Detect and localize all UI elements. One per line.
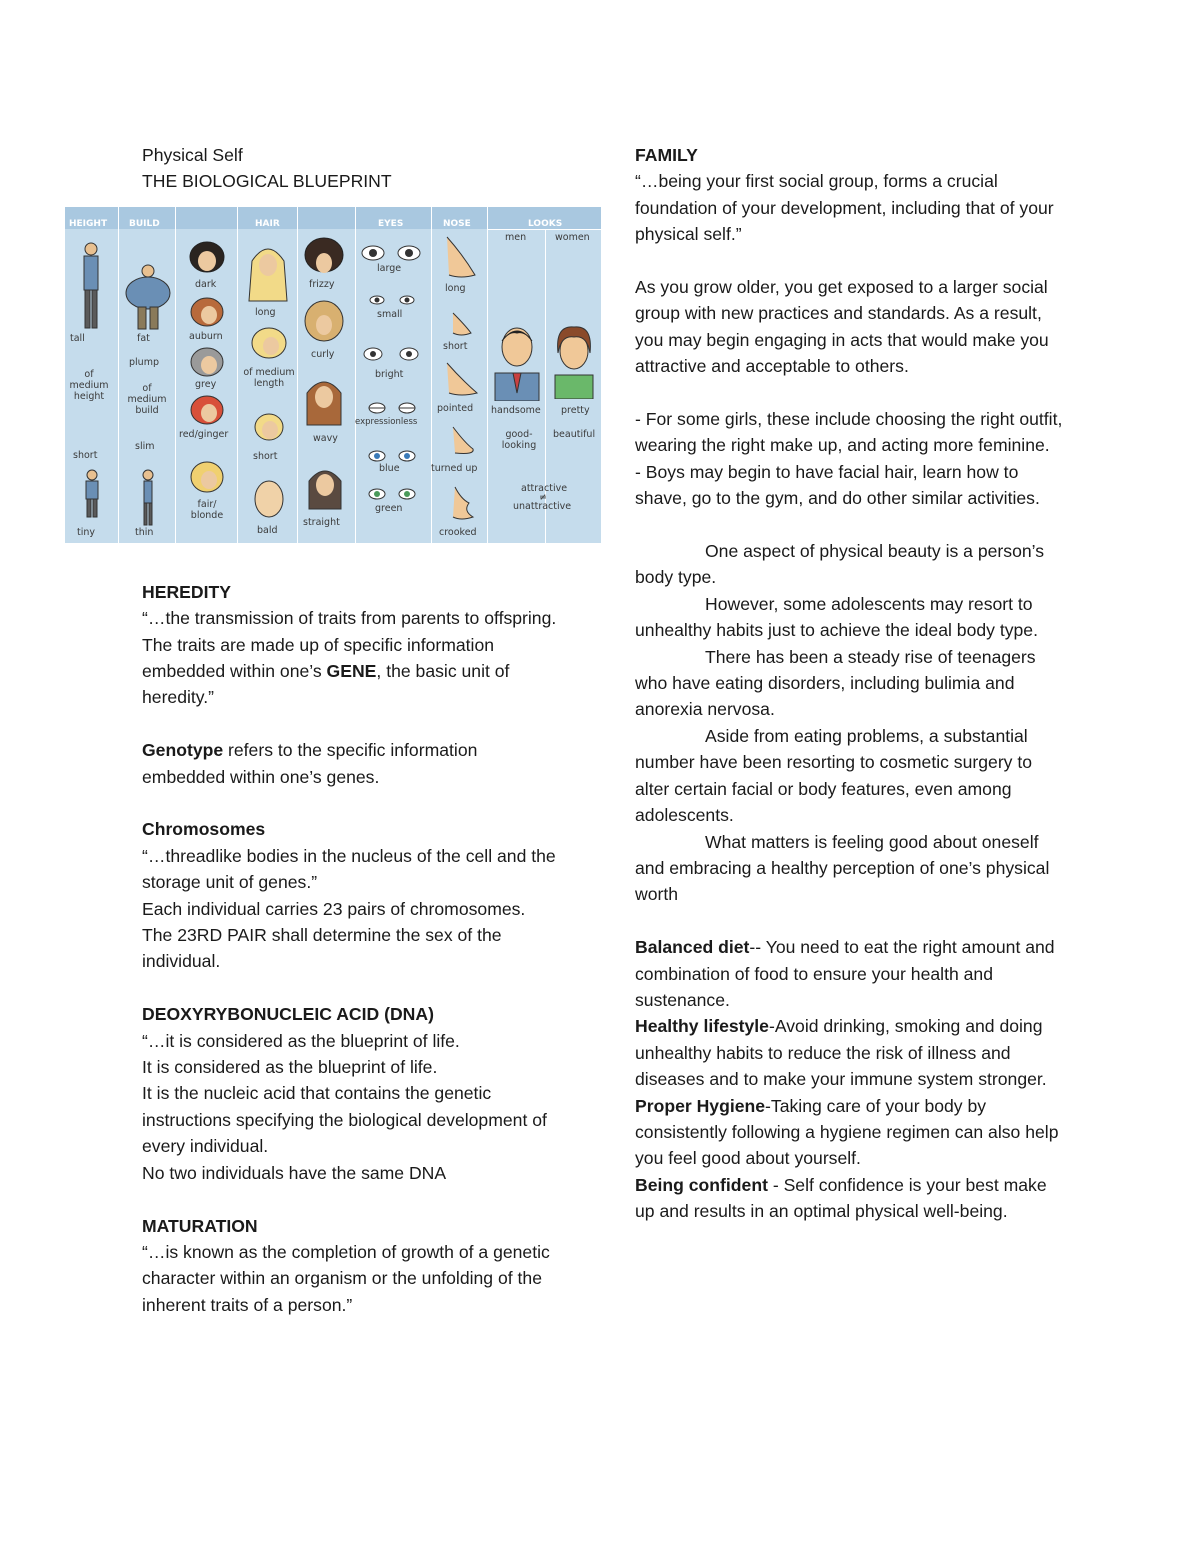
dna-line: It is considered as the blueprint of life.: [142, 1057, 438, 1078]
genotype-definition: Genotype refers to the specific information embedded within one’s genes.: [142, 740, 478, 787]
hair-bald: bald: [257, 524, 278, 536]
doc-title: Physical Self: [142, 145, 243, 165]
height-tiny: tiny: [77, 526, 96, 538]
physical-traits-illustration: [65, 207, 601, 543]
bald-head-icon: [251, 477, 287, 521]
looks-women-label: women: [555, 231, 590, 243]
hair-long: long: [255, 306, 276, 318]
height-medium: of medium height: [69, 368, 109, 402]
maturation-heading: MATURATION: [142, 1215, 258, 1236]
build-fat: fat: [137, 332, 150, 344]
family-quote: “…being your first social group, forms a crucial foundation of your development, including that of your physical self.”: [635, 171, 1054, 245]
right-column: [635, 142, 1065, 1225]
chromosomes-line: “…threadlike bodies in the nucleus of the cell and the storage unit of genes.”: [142, 845, 556, 893]
beauty-paragraph: There has been a steady rise of teenagers who have eating disorders, including bulimia and anorexia nervosa.: [635, 646, 1036, 720]
short-hair-icon: [251, 411, 287, 443]
maturation-definition: “…is known as the completion of growth of a genetic character within an organism or the unfolding of the inherent traits of a person.”: [142, 1241, 550, 1315]
grey-hair-icon: [187, 345, 227, 379]
hair-frizzy: frizzy: [309, 278, 335, 290]
eyes-large: large: [377, 262, 402, 274]
long-hair-icon: [247, 241, 289, 303]
looks-not-equal-sign: ≠: [539, 491, 547, 503]
beauty-paragraph: One aspect of physical beauty is a person’s body type.: [635, 541, 1045, 588]
build-medium: of medium build: [127, 382, 167, 416]
dark-hair-icon: [187, 239, 227, 275]
nose-long: long: [445, 282, 466, 294]
long-nose-icon: [441, 235, 481, 281]
eyes-blue: blue: [379, 462, 400, 474]
beauty-paragraph: Aside from eating problems, a substantial number have been resorting to cosmetic surgery to alter certain facial or body features, even among adolescents.: [635, 725, 1033, 826]
expressionless-eyes-icon: [365, 401, 419, 415]
wavy-hair-icon: [303, 373, 345, 427]
dna-line: It is the nucleic acid that contains the genetic instructions specifying the biological development of every individual.: [142, 1083, 547, 1157]
tiny-person-icon: [78, 469, 106, 521]
eyes-expressionless: expressionless: [355, 416, 418, 427]
medium-length-hair-icon: [249, 325, 289, 361]
hair-red: red/ginger: [179, 428, 229, 440]
chromosomes-heading: Chromosomes: [142, 819, 266, 840]
header-hair: HAIR: [255, 218, 280, 229]
build-thin: thin: [135, 526, 154, 538]
looks-attractive: attractive: [521, 482, 568, 494]
hair-medium-length: of medium length: [243, 366, 295, 389]
header-eyes: EYES: [378, 218, 404, 229]
header-nose: NOSE: [443, 218, 471, 229]
header-looks: LOOKS: [528, 218, 563, 229]
straight-hair-icon: [305, 463, 345, 511]
hair-grey: grey: [195, 378, 217, 390]
nose-pointed: pointed: [437, 402, 474, 414]
hair-auburn: auburn: [189, 330, 223, 342]
height-short: short: [73, 449, 98, 461]
turned-up-nose-icon: [445, 425, 479, 459]
blue-eyes-icon: [365, 449, 419, 463]
family-paragraph: As you grow older, you get exposed to a larger social group with new practices and standards. As a result, you may begin engaging in acts that would make you attractive and acceptable to others.: [635, 277, 1049, 377]
handsome-man-icon: [491, 317, 543, 401]
dna-line: No two individuals have the same DNA: [142, 1162, 447, 1183]
family-heading: FAMILY: [635, 145, 698, 165]
eyes-small: small: [377, 308, 403, 320]
tall-person-icon: [73, 241, 109, 333]
fair-hair-icon: [187, 459, 227, 495]
pretty-woman-icon: [549, 319, 599, 399]
large-eyes-icon: [359, 243, 425, 263]
hair-short: short: [253, 450, 278, 462]
nose-short: short: [443, 340, 468, 352]
looks-good-looking: good-looking: [501, 428, 537, 451]
red-hair-icon: [187, 393, 227, 427]
hair-wavy: wavy: [313, 432, 338, 444]
tip-balanced-diet: Balanced diet-- You need to eat the right amount and combination of food to ensure your health and sustenance.: [635, 937, 1055, 1010]
header-height: HEIGHT: [69, 218, 108, 229]
nose-crooked: crooked: [439, 526, 477, 538]
eyes-green: green: [375, 502, 403, 514]
looks-unattractive: unattractive: [513, 500, 572, 512]
heredity-definition: “…the transmission of traits from parents to offspring. The traits are made up of specific information embedded within one’s GENE, the basic unit of heredity.”: [142, 608, 557, 708]
chromosomes-line: The 23RD PAIR shall determine the sex of the individual.: [142, 925, 502, 972]
crooked-nose-icon: [445, 485, 479, 523]
looks-men-label: men: [505, 231, 527, 243]
genotype-term: Genotype: [142, 740, 224, 761]
left-column: [69, 142, 596, 1318]
build-slim: slim: [135, 440, 155, 452]
doc-subtitle: THE BIOLOGICAL BLUEPRINT: [142, 171, 392, 192]
build-plump: plump: [129, 356, 159, 368]
bright-eyes-icon: [359, 343, 425, 365]
dna-line: “…it is considered as the blueprint of life.: [142, 1030, 460, 1051]
short-nose-icon: [445, 311, 479, 339]
heredity-heading: HEREDITY: [142, 581, 231, 602]
small-eyes-icon: [365, 293, 419, 307]
height-tall: tall: [70, 332, 85, 344]
hair-straight: straight: [303, 516, 340, 528]
pointed-nose-icon: [441, 361, 481, 401]
header-build: BUILD: [129, 218, 160, 229]
gene-term: GENE: [326, 661, 377, 682]
eyes-bright: bright: [375, 368, 404, 380]
hair-dark: dark: [195, 278, 217, 290]
looks-pretty: pretty: [561, 404, 590, 416]
family-girls: - For some girls, these include choosing the right outfit, wearing the right make up, and acting more feminine.: [635, 409, 1063, 456]
dna-heading: DEOXYRYBONUCLEIC ACID (DNA): [142, 1004, 434, 1025]
curly-hair-icon: [303, 299, 345, 343]
thin-person-icon: [133, 469, 163, 527]
hair-fair: fair/ blonde: [190, 498, 224, 521]
tip-healthy-lifestyle: Healthy lifestyle-Avoid drinking, smoking and doing unhealthy habits to reduce the risk of illness and diseases and to make your immune system stronger.: [635, 1016, 1047, 1090]
family-boys: - Boys may begin to have facial hair, learn how to shave, go to the gym, and do other similar activities.: [635, 461, 1040, 509]
chart-header: [65, 207, 601, 229]
green-eyes-icon: [365, 487, 419, 501]
hair-curly: curly: [311, 348, 335, 360]
looks-beautiful: beautiful: [553, 428, 596, 440]
tip-being-confident: Being confident - Self confidence is your best make up and results in an optimal physical well-being.: [635, 1174, 1047, 1222]
looks-handsome: handsome: [491, 404, 541, 416]
fat-person-icon: [123, 263, 173, 333]
nose-turned-up: turned up: [431, 462, 478, 474]
frizzy-hair-icon: [303, 237, 345, 277]
auburn-hair-icon: [187, 295, 227, 329]
chromosomes-line: Each individual carries 23 pairs of chromosomes.: [142, 898, 526, 919]
beauty-paragraph: However, some adolescents may resort to unhealthy habits just to achieve the ideal body type.: [635, 593, 1038, 641]
tip-proper-hygiene: Proper Hygiene-Taking care of your body by consistently following a hygiene regimen can also help you feel good about yourself.: [635, 1095, 1059, 1169]
beauty-paragraph: What matters is feeling good about oneself and embracing a healthy perception of one’s physical worth: [635, 831, 1050, 905]
